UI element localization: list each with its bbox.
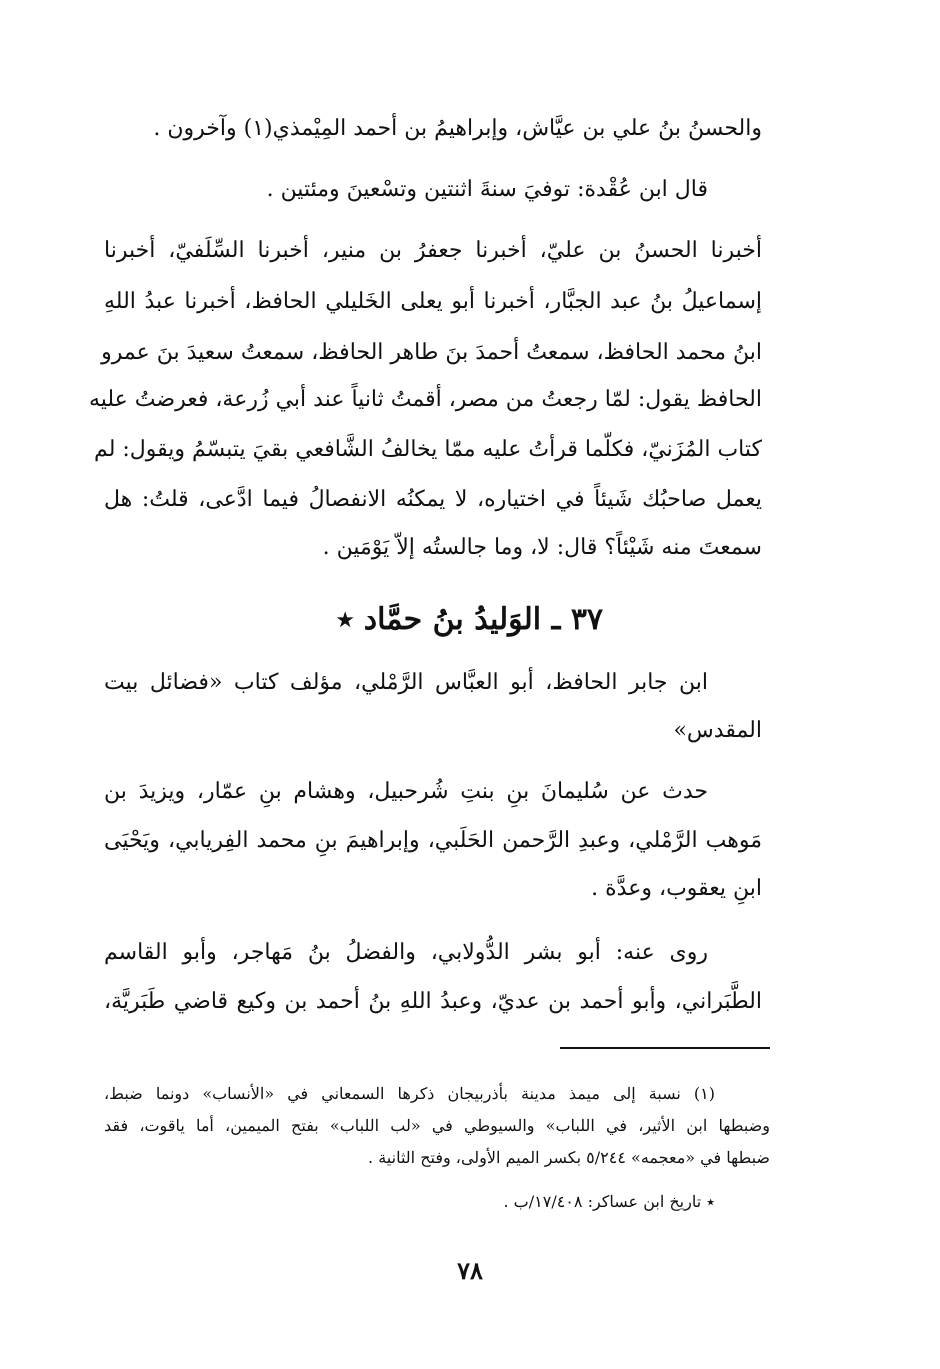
para1-line-6: يعمل صاحبُك شَيئاً في اختياره، لا يمكنُه الانفصالُ فيما ادَّعى، قلتُ: هل	[104, 487, 762, 512]
hadath-line-2: مَوهب الرَّمْلي، وعبدِ الرَّحمن الحَلَبي، وإبراهيمَ بنِ محمد الفِريابي، ويَحْيَى	[104, 828, 762, 853]
footnote-1-line-1: (١) نسبة إلى ميمذ مدينة بأذربيجان ذكرها السمعاني في «الأنساب» دونما ضبط،	[104, 1084, 715, 1103]
hadath-line-3: ابنِ يعقوب، وعدَّة .	[591, 876, 762, 901]
entry-title: ٣٧ ـ الوَليدُ بنُ حمَّاد ٭	[336, 602, 604, 637]
hadath-line-1: حدث عن سُليمانَ بنِ بنتِ شُرحبيل، وهشام بنِ عمّار، ويزيدَ بن	[104, 779, 708, 804]
footnote-separator	[560, 1047, 770, 1049]
footnote-source: ٭ تاريخ ابن عساكر: ١٧/٤٠٨/ب .	[503, 1192, 715, 1211]
footnote-1-line-2: وضبطها ابن الأثير، في اللباب» والسيوطي في «لب اللباب» بفتح الميمين، أما ياقوت، فقد	[104, 1116, 770, 1135]
entry-desc-line-1: ابن جابر الحافظ، أبو العبَّاس الرَّمْلي، مؤلف كتاب «فضائل بيت	[104, 670, 708, 695]
page-number: ٧٨	[457, 1256, 483, 1285]
rawa-line-1: روى عنه: أبو بشر الدُّولابي، والفضلُ بنُ مَهاجر، وأبو القاسم	[104, 940, 708, 965]
para1-line-4: الحافظ يقول: لمّا رجعتُ من مصر، أقمتُ ثانياً عند أبي زُرعة، فعرضتُ عليه	[88, 387, 762, 412]
para1-line-1: أخبرنا الحسنُ بن عليّ، أخبرنا جعفرُ بن منير، أخبرنا السِّلَفيّ، أخبرنا	[104, 238, 762, 263]
intro-line-1: والحسنُ بنُ علي بن عيَّاش، وإبراهيمُ بن أحمد المِيْمذي(١) وآخرون .	[153, 116, 762, 141]
para1-line-3: ابنُ محمد الحافظ، سمعتُ أحمدَ بنَ طاهر الحافظ، سمعتُ سعيدَ بنَ عمرو	[101, 340, 762, 365]
para1-line-5: كتاب المُزَنيّ، فكلّما قرأتُ عليه ممّا يخالفُ الشَّافعي بقيَ يتبسّمُ ويقول: لم	[94, 437, 762, 462]
para1-line-7: سمعتَ منه شَيْئاً؟ قال: لا، وما جالستُه إلاّ يَوْمَين .	[322, 535, 762, 560]
entry-desc-line-2: المقدس»	[673, 718, 762, 743]
para1-line-2: إسماعيلُ بنُ عبد الجبَّار، أخبرنا أبو يعلى الخَليلي الحافظ، أخبرنا عبدُ اللهِ	[104, 289, 762, 314]
rawa-line-2: الطَّبَراني، وأبو أحمد بن عديّ، وعبدُ اللهِ بنُ أحمد بن وكيع قاضي طَبَريَّة،	[104, 989, 762, 1014]
footnote-1-line-3: ضبطها في «معجمه» ٥/٢٤٤ بكسر الميم الأولى، وفتح الثانية .	[368, 1148, 770, 1167]
intro-line-2: قال ابن عُقْدة: توفيَ سنةَ اثنتين وتسْعينَ ومئتين .	[266, 177, 708, 202]
